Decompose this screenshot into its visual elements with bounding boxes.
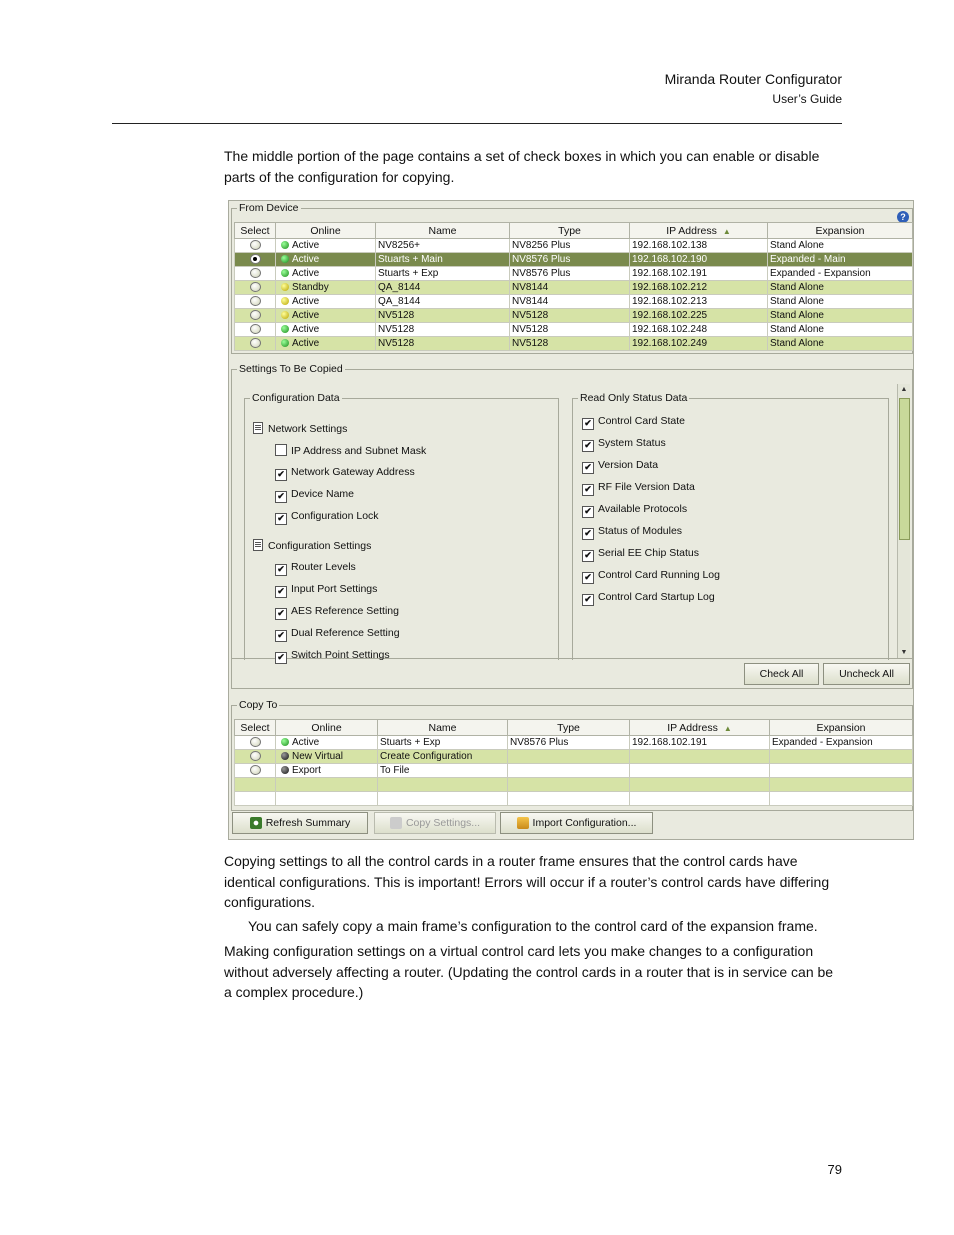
- header-subtitle: User’s Guide: [772, 92, 842, 106]
- name-cell: NV5128: [376, 309, 510, 323]
- header-rule: [112, 123, 842, 124]
- check-all-button[interactable]: Check All: [744, 663, 819, 685]
- readonly-checkbox[interactable]: [582, 503, 687, 518]
- checkbox-label: Input Port Settings: [291, 583, 378, 595]
- checkbox-label: Available Protocols: [598, 503, 688, 515]
- type-cell: NV8256 Plus: [510, 239, 630, 253]
- checkbox[interactable]: ✔: [582, 440, 594, 452]
- column-label: Type: [557, 721, 580, 734]
- checkbox-label: Control Card State: [598, 415, 685, 427]
- status-green-icon: [281, 241, 289, 249]
- checkbox-label: Configuration Lock: [291, 510, 379, 522]
- scroll-up-icon[interactable]: ▲: [900, 386, 908, 393]
- checkbox[interactable]: ✔: [275, 491, 287, 503]
- to-header-expansion[interactable]: [770, 720, 913, 736]
- type-cell: NV5128: [510, 323, 630, 337]
- select-cell[interactable]: [235, 309, 276, 323]
- column-label: Expansion: [816, 721, 866, 734]
- type-cell: NV5128: [510, 309, 630, 323]
- question-icon[interactable]: ?: [897, 211, 909, 223]
- checkbox[interactable]: ✔: [275, 564, 287, 576]
- checkbox[interactable]: ✔: [582, 506, 594, 518]
- settings-scrollbar[interactable]: [897, 384, 910, 659]
- table-row[interactable]: [235, 764, 913, 778]
- checkbox[interactable]: ✔: [582, 418, 594, 430]
- checkbox-label: Status of Modules: [598, 525, 683, 537]
- online-text: Active: [292, 338, 320, 349]
- checkbox[interactable]: ✔: [275, 630, 287, 642]
- readonly-checkbox[interactable]: [582, 415, 685, 430]
- checkbox[interactable]: [275, 444, 287, 456]
- configuration-setting-checkbox[interactable]: [275, 583, 377, 598]
- readonly-checkbox[interactable]: [582, 591, 715, 606]
- status-yellow-icon: [281, 311, 289, 319]
- type-cell: [508, 750, 630, 764]
- type-cell: NV8576 Plus: [508, 736, 630, 750]
- select-cell[interactable]: [235, 764, 276, 778]
- status-black-icon: [281, 752, 289, 760]
- body-paragraph: Copying settings to all the control cards in a router frame ensures that the control cards have identical configurations. This is important! Errors will occur if a router’s control cards have differing configurations.: [224, 853, 830, 910]
- expansion-cell: [770, 764, 913, 778]
- column-label: Type: [558, 224, 581, 237]
- settings-label: Settings To Be Copied: [239, 363, 343, 375]
- online-cell: [276, 309, 376, 323]
- column-label: Select: [240, 224, 270, 237]
- status-green-icon: [281, 325, 289, 333]
- sort-ascending-icon[interactable]: ▲: [722, 226, 731, 236]
- to-header-name[interactable]: [378, 720, 508, 736]
- checkbox-label: Version Data: [598, 459, 659, 471]
- select-radio[interactable]: [250, 254, 261, 264]
- checkbox-label: Serial EE Chip Status: [598, 547, 699, 559]
- column-label: Name: [428, 224, 457, 237]
- readonly-label: Read Only Status Data: [580, 392, 688, 404]
- copy-icon: [390, 817, 402, 829]
- select-radio[interactable]: [250, 737, 261, 747]
- settings-group: [231, 363, 913, 689]
- to-header-online[interactable]: [276, 720, 378, 736]
- checkbox-label: IP Address and Subnet Mask: [291, 445, 427, 457]
- online-cell: [276, 750, 378, 764]
- select-radio[interactable]: [250, 751, 261, 761]
- copy-settings-button[interactable]: [374, 812, 496, 834]
- network-setting-checkbox[interactable]: [275, 444, 426, 457]
- empty-cell: [770, 778, 913, 792]
- name-cell: Stuarts + Main: [376, 253, 510, 267]
- status-green-icon: [281, 255, 289, 263]
- checkbox-label: Network Gateway Address: [291, 466, 415, 478]
- scroll-down-icon[interactable]: ▼: [900, 649, 908, 656]
- table-row[interactable]: [235, 750, 913, 764]
- table-row[interactable]: [235, 267, 913, 281]
- online-text: New Virtual: [292, 751, 343, 762]
- ip-cell: [630, 750, 770, 764]
- ip-cell: 192.168.102.225: [630, 309, 768, 323]
- network-setting-checkbox[interactable]: [275, 466, 415, 481]
- select-radio[interactable]: [250, 338, 261, 348]
- online-text: Standby: [292, 282, 329, 293]
- select-cell[interactable]: [235, 323, 276, 337]
- checkbox[interactable]: ✔: [582, 462, 594, 474]
- table-row[interactable]: [235, 253, 913, 267]
- ip-cell: 192.168.102.248: [630, 323, 768, 337]
- readonly-checkbox[interactable]: [582, 481, 695, 496]
- table-row[interactable]: [235, 337, 913, 351]
- empty-row: [235, 792, 913, 806]
- configuration-setting-checkbox[interactable]: [275, 561, 356, 576]
- select-cell[interactable]: [235, 750, 276, 764]
- readonly-checkbox[interactable]: [582, 547, 699, 562]
- configurator-window: [228, 200, 914, 840]
- empty-cell: [508, 778, 630, 792]
- readonly-checkbox[interactable]: [582, 525, 682, 540]
- online-cell: [276, 295, 376, 309]
- from-header-type[interactable]: [510, 223, 630, 239]
- checkbox-label: Control Card Startup Log: [598, 591, 715, 603]
- type-cell: NV8144: [510, 295, 630, 309]
- online-text: Active: [292, 324, 320, 335]
- page-number: 79: [827, 1162, 842, 1177]
- readonly-checkbox[interactable]: [582, 569, 720, 584]
- online-cell: [276, 764, 378, 778]
- online-text: Export: [292, 765, 321, 776]
- name-cell: QA_8144: [376, 281, 510, 295]
- empty-cell: [235, 778, 276, 792]
- type-cell: NV8576 Plus: [510, 253, 630, 267]
- expansion-cell: Expanded - Expansion: [770, 736, 913, 750]
- online-cell: [276, 281, 376, 295]
- online-text: Active: [292, 268, 320, 279]
- expansion-cell: Stand Alone: [768, 337, 913, 351]
- empty-cell: [770, 792, 913, 806]
- online-cell: [276, 323, 376, 337]
- name-cell: To File: [378, 764, 508, 778]
- copy-to-label: Copy To: [239, 699, 278, 711]
- online-text: Active: [292, 296, 320, 307]
- checkbox[interactable]: ✔: [275, 652, 287, 664]
- network-settings-heading: [253, 422, 347, 435]
- select-cell[interactable]: [235, 253, 276, 267]
- from-header-expansion[interactable]: [768, 223, 913, 239]
- from-header-name[interactable]: [376, 223, 510, 239]
- table-row[interactable]: [235, 736, 913, 750]
- from-header-ip-address[interactable]: [630, 223, 768, 239]
- checkbox[interactable]: ✔: [582, 528, 594, 540]
- column-label: IP Address: [667, 721, 718, 734]
- status-black-icon: [281, 766, 289, 774]
- empty-cell: [276, 778, 378, 792]
- online-cell: [276, 337, 376, 351]
- name-cell: Stuarts + Exp: [378, 736, 508, 750]
- configuration-setting-checkbox[interactable]: [275, 649, 390, 664]
- ip-cell: 192.168.102.212: [630, 281, 768, 295]
- uncheck-all-button[interactable]: Uncheck All: [823, 663, 910, 685]
- select-radio[interactable]: [250, 282, 261, 292]
- to-header-ip-address[interactable]: [630, 720, 770, 736]
- expansion-cell: Stand Alone: [768, 281, 913, 295]
- expansion-cell: Expanded - Expansion: [768, 267, 913, 281]
- table-row[interactable]: [235, 309, 913, 323]
- expansion-cell: Stand Alone: [768, 323, 913, 337]
- body-paragraph: Making configuration settings on a virtual control card lets you make changes to a configuration without adversely affecting a router. (Updating the control cards in a router that is in service can be a complex procedure.): [224, 943, 834, 1000]
- online-cell: [276, 736, 378, 750]
- name-cell: NV8256+: [376, 239, 510, 253]
- to-header-select[interactable]: [235, 720, 276, 736]
- select-cell[interactable]: [235, 267, 276, 281]
- online-text: Active: [292, 254, 320, 265]
- refresh-icon: [250, 817, 262, 829]
- checkbox[interactable]: ✔: [582, 594, 594, 606]
- select-cell[interactable]: [235, 239, 276, 253]
- checkbox[interactable]: ✔: [582, 572, 594, 584]
- checkbox[interactable]: ✔: [275, 469, 287, 481]
- status-green-icon: [281, 738, 289, 746]
- checkbox-label: Device Name: [291, 488, 355, 500]
- type-cell: NV5128: [510, 337, 630, 351]
- import-configuration-label: Import Configuration...: [532, 817, 637, 829]
- checkbox-label: Switch Point Settings: [291, 649, 390, 661]
- from-header-select[interactable]: [235, 223, 276, 239]
- from-device-table: [234, 222, 913, 351]
- type-cell: NV8144: [510, 281, 630, 295]
- online-cell: [276, 267, 376, 281]
- column-label: Select: [240, 721, 270, 734]
- select-radio[interactable]: [250, 765, 261, 775]
- checkbox-label: System Status: [598, 437, 666, 449]
- from-device-label: From Device: [239, 202, 299, 214]
- readonly-checkbox[interactable]: [582, 459, 658, 474]
- configuration-setting-checkbox[interactable]: [275, 605, 399, 620]
- column-label: IP Address: [666, 224, 717, 237]
- copy-to-group: [231, 699, 913, 811]
- checkbox[interactable]: ✔: [275, 513, 287, 525]
- configuration-settings-heading: [253, 539, 371, 552]
- empty-cell: [630, 778, 770, 792]
- refresh-summary-label: Refresh Summary: [265, 817, 351, 829]
- select-cell[interactable]: [235, 337, 276, 351]
- expansion-cell: Stand Alone: [768, 295, 913, 309]
- column-label: Name: [428, 721, 457, 734]
- ip-cell: 192.168.102.213: [630, 295, 768, 309]
- checkbox[interactable]: ✔: [275, 608, 287, 620]
- checkbox-label: RF File Version Data: [598, 481, 695, 493]
- ip-cell: 192.168.102.191: [630, 267, 768, 281]
- status-yellow-icon: [281, 297, 289, 305]
- ip-cell: 192.168.102.190: [630, 253, 768, 267]
- name-cell: NV5128: [376, 323, 510, 337]
- table-row[interactable]: [235, 239, 913, 253]
- expansion-cell: [770, 750, 913, 764]
- name-cell: NV5128: [376, 337, 510, 351]
- name-cell: Create Configuration: [378, 750, 508, 764]
- ip-cell: 192.168.102.191: [630, 736, 770, 750]
- select-radio[interactable]: [250, 296, 261, 306]
- expansion-cell: Stand Alone: [768, 239, 913, 253]
- refresh-summary-button[interactable]: [232, 812, 368, 834]
- ip-cell: [630, 764, 770, 778]
- online-text: Active: [292, 737, 320, 748]
- name-cell: QA_8144: [376, 295, 510, 309]
- checkbox-label: AES Reference Setting: [291, 605, 399, 617]
- scroll-thumb[interactable]: [899, 398, 910, 540]
- table-row[interactable]: [235, 323, 913, 337]
- body-paragraph: You can safely copy a main frame’s configuration to the control card of the expansion frame.: [248, 918, 818, 934]
- configuration-setting-checkbox[interactable]: [275, 627, 400, 642]
- network-setting-checkbox[interactable]: [275, 510, 379, 525]
- column-label: Expansion: [815, 224, 865, 237]
- checkbox[interactable]: ✔: [582, 484, 594, 496]
- empty-cell: [508, 792, 630, 806]
- import-configuration-button[interactable]: [500, 812, 653, 834]
- online-cell: [276, 253, 376, 267]
- status-green-icon: [281, 339, 289, 347]
- table-row[interactable]: [235, 295, 913, 309]
- to-header-type[interactable]: [508, 720, 630, 736]
- header-title: Miranda Router Configurator: [664, 71, 842, 87]
- column-label: Online: [310, 224, 341, 237]
- type-cell: [508, 764, 630, 778]
- select-radio[interactable]: [250, 268, 261, 278]
- folder-icon: [517, 817, 529, 829]
- select-cell[interactable]: [235, 736, 276, 750]
- empty-cell: [378, 778, 508, 792]
- ip-cell: 192.168.102.138: [630, 239, 768, 253]
- intro-paragraph: The middle portion of the page contains a set of check boxes in which you can enable or disable parts of the configuration for copying.: [224, 148, 820, 185]
- copy-settings-label: Copy Settings...: [405, 817, 481, 829]
- readonly-list: [572, 398, 889, 656]
- empty-cell: [630, 792, 770, 806]
- type-cell: NV8576 Plus: [510, 267, 630, 281]
- empty-cell: [235, 792, 276, 806]
- document-icon: [253, 539, 263, 551]
- select-radio[interactable]: [250, 240, 261, 250]
- online-text: Active: [292, 310, 320, 321]
- copy-to-table: [234, 719, 913, 806]
- expansion-cell: Expanded - Main: [768, 253, 913, 267]
- status-green-icon: [281, 269, 289, 277]
- checkbox-label: Control Card Running Log: [598, 569, 720, 581]
- empty-cell: [276, 792, 378, 806]
- document-icon: [253, 422, 263, 434]
- network-setting-checkbox[interactable]: [275, 488, 354, 503]
- select-radio[interactable]: [250, 310, 261, 320]
- select-radio[interactable]: [250, 324, 261, 334]
- configuration-data-label: Configuration Data: [252, 392, 340, 404]
- checkbox[interactable]: ✔: [275, 586, 287, 598]
- expansion-cell: Stand Alone: [768, 309, 913, 323]
- checkbox-label: Router Levels: [291, 561, 356, 573]
- checkbox-label: Dual Reference Setting: [291, 627, 400, 639]
- section-label: Network Settings: [268, 423, 348, 435]
- empty-cell: [378, 792, 508, 806]
- configuration-data-list: [244, 398, 559, 662]
- status-yellow-icon: [281, 283, 289, 291]
- ip-cell: 192.168.102.249: [630, 337, 768, 351]
- checkbox[interactable]: ✔: [582, 550, 594, 562]
- column-label: Online: [311, 721, 342, 734]
- select-cell[interactable]: [235, 281, 276, 295]
- online-text: Active: [292, 240, 320, 251]
- table-row[interactable]: [235, 281, 913, 295]
- from-device-group: [231, 202, 913, 354]
- sort-ascending-icon[interactable]: ▲: [723, 723, 732, 733]
- select-cell[interactable]: [235, 295, 276, 309]
- online-cell: [276, 239, 376, 253]
- empty-row: [235, 778, 913, 792]
- from-header-online[interactable]: [276, 223, 376, 239]
- section-label: Configuration Settings: [268, 540, 372, 552]
- name-cell: Stuarts + Exp: [376, 267, 510, 281]
- readonly-checkbox[interactable]: [582, 437, 666, 452]
